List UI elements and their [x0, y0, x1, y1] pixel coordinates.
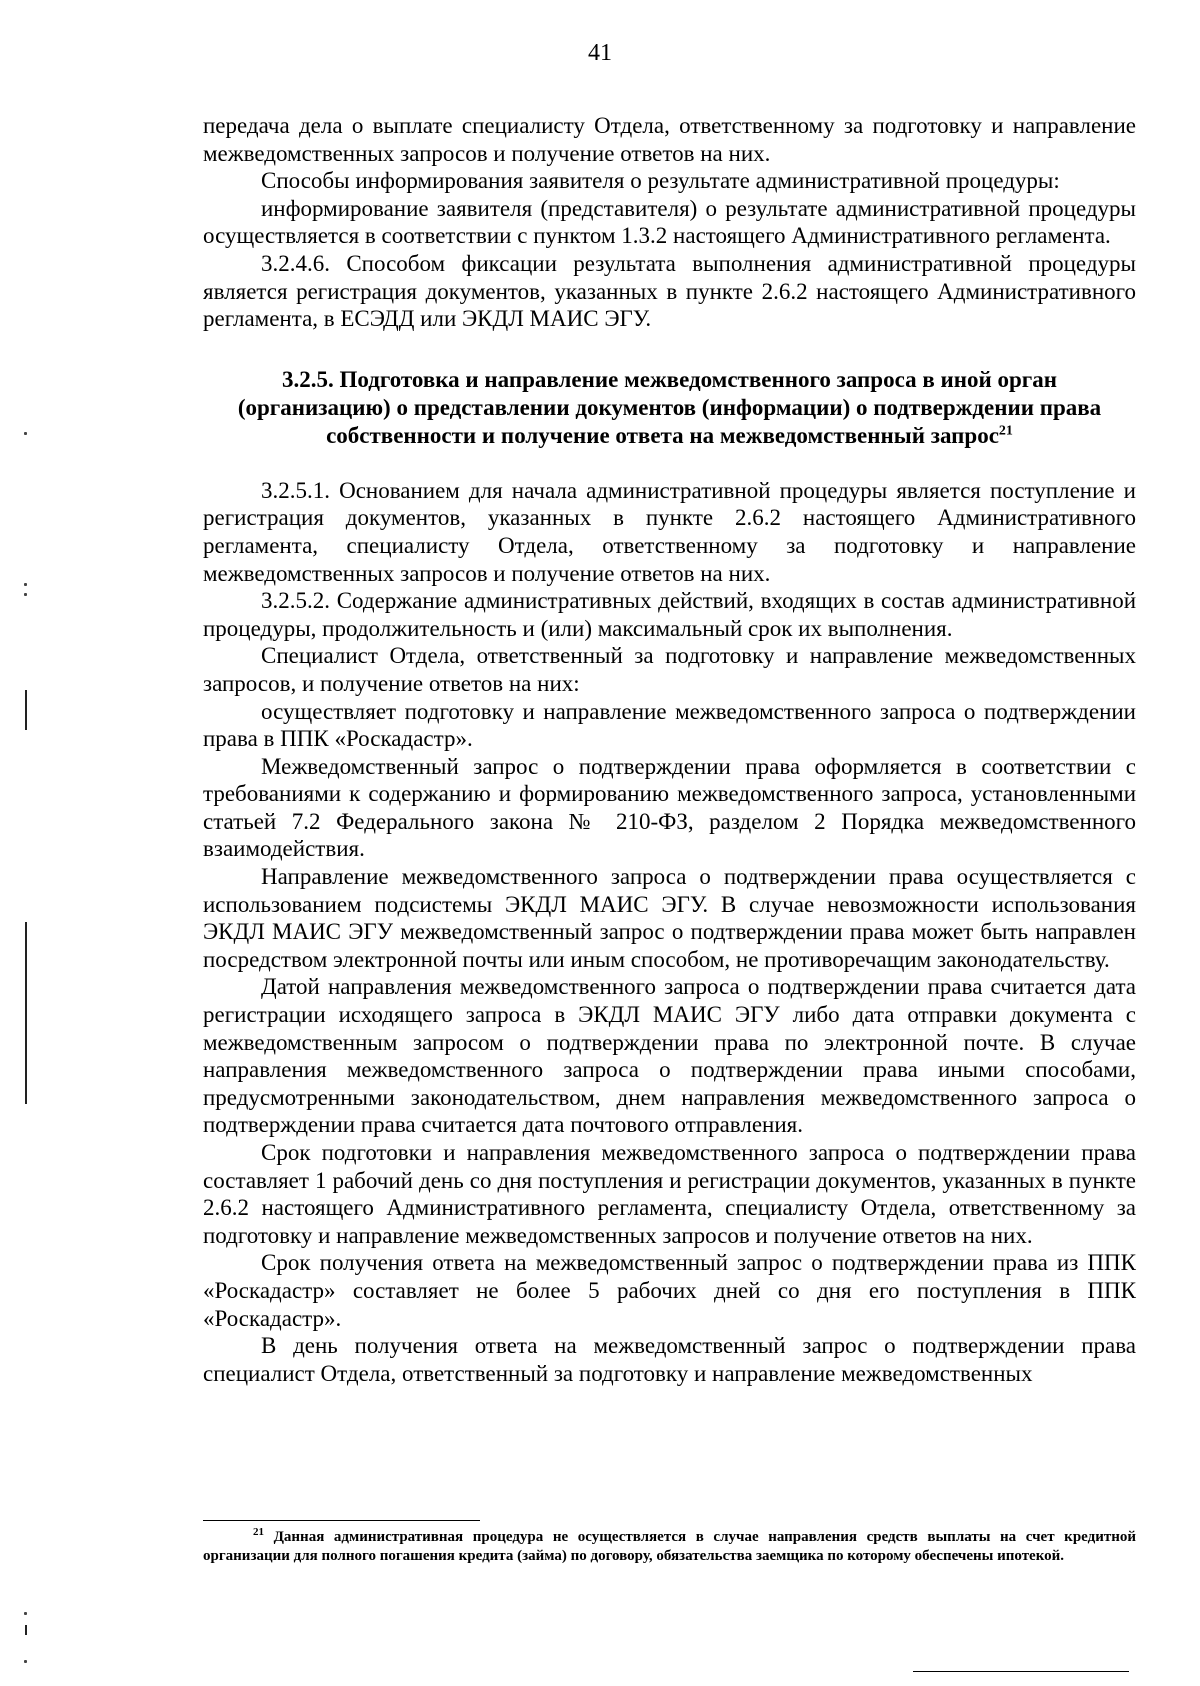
- footnote-text: Данная административная процедура не осуществляется в случае направления средств выплаты на счет кредитной организации для полного погашения кредита (займа) по договору, обязательства заемщика по которому обеспечены ипотекой.: [203, 1529, 1137, 1564]
- paragraph: информирование заявителя (представителя) о результате административной процедуры осуществляется в соответствии с пунктом 1.3.2 настоящего Административного регламента.: [203, 195, 1136, 249]
- paragraph: В день получения ответа на межведомственный запрос о подтверждении права специалист Отдела, ответственный за подготовку и направление межведомственных: [203, 1333, 1136, 1386]
- scan-artifact: [24, 583, 27, 586]
- scan-artifact: [24, 1660, 27, 1663]
- paragraph: передача дела о выплате специалисту Отдела, ответственному за подготовку и направление межведомственных запросов и получение ответов на них.: [203, 113, 1136, 166]
- bottom-edge-rule: [913, 1671, 1129, 1672]
- paragraph: осуществляет подготовку и направление межведомственного запроса о подтверждении права в ППК «Роскадастр».: [203, 698, 1136, 752]
- footnote: [203, 1528, 1136, 1566]
- paragraph: Направление межведомственного запроса о подтверждении права осуществляется с использованием подсистемы ЭКДЛ МАИС ЭГУ. В случае невозможности использования ЭКДЛ МАИС ЭГУ межведомственный запрос о подтверждении права может быть направлен посредством электронной почты или иным способом, не противоречащим законодательству.: [203, 864, 1136, 972]
- paragraph: Специалист Отдела, ответственный за подготовку и направление межведомственных запросов, и получение ответов на них:: [203, 643, 1136, 696]
- paragraph: Срок получения ответа на межведомственный запрос о подтверждении права из ППК «Роскадастр» составляет не более 5 рабочих дней со дня его поступления в ППК «Роскадастр».: [203, 1250, 1136, 1331]
- scan-artifact: [24, 1612, 27, 1615]
- section-heading-text: 3.2.5. Подготовка и направление межведомственного запроса в иной орган (организацию) о представлении документов (информации) о подтверждении права собственности и получение ответа на межведомственный запрос: [237, 366, 1102, 448]
- scan-artifact: [25, 690, 27, 730]
- scan-artifact: [24, 432, 27, 435]
- scan-artifact: [25, 922, 27, 1104]
- paragraph: Датой направления межведомственного запроса о подтверждении права считается дата регистрации исходящего запроса в ЭКДЛ МАИС ЭГУ либо дата отправки документа с межведомственным запросом о подтверждении права по электронной почте. В случае направления межведомственного запроса о подтверждении права иными способами, предусмотренными законодательством, днем направления межведомственного запроса о подтверждении права считается дата почтового отправления.: [203, 974, 1136, 1138]
- footnote-marker: 21: [253, 1526, 264, 1538]
- paragraph: Срок подготовки и направления межведомственного запроса о подтверждении права составляет 1 рабочий день со дня поступления и регистрации документов, указанных в пункте 2.6.2 настоящего Административного регламента, специалисту Отдела, ответственному за подготовку и направление межведомственных запросов и получение ответов на них.: [203, 1140, 1136, 1248]
- paragraph: 3.2.5.1. Основанием для начала административной процедуры является поступление и регистрация документов, указанных в пункте 2.6.2 настоящего Административного регламента, специалисту Отдела, ответственному за подготовку и направление межведомственных запросов и получение ответов на них.: [203, 477, 1136, 586]
- footnote-separator: [203, 1520, 480, 1521]
- page-number: 41: [588, 40, 612, 66]
- scan-artifact: [24, 593, 27, 596]
- footnote-reference[interactable]: 21: [998, 423, 1013, 439]
- paragraph: Межведомственный запрос о подтверждении права оформляется в соответствии с требованиями к содержанию и формированию межведомственного запроса, установленными статьей 7.2 Федерального закона № 210-ФЗ, разделом 2 Порядка межведомственного взаимодействия.: [203, 753, 1136, 862]
- document-body: [203, 112, 1136, 1387]
- paragraph: Способы информирования заявителя о результате административной процедуры:: [261, 168, 1060, 194]
- section-heading: [203, 366, 1136, 450]
- paragraph: 3.2.4.6. Способом фиксации результата выполнения административной процедуры является регистрация документов, указанных в пункте 2.6.2 настоящего Административного регламента, в ЕСЭДД или ЭКДЛ МАИС ЭГУ.: [203, 250, 1136, 332]
- scan-artifact: [25, 1625, 27, 1635]
- paragraph: 3.2.5.2. Содержание административных действий, входящих в состав административной процедуры, продолжительность и (или) максимальный срок их выполнения.: [203, 588, 1136, 641]
